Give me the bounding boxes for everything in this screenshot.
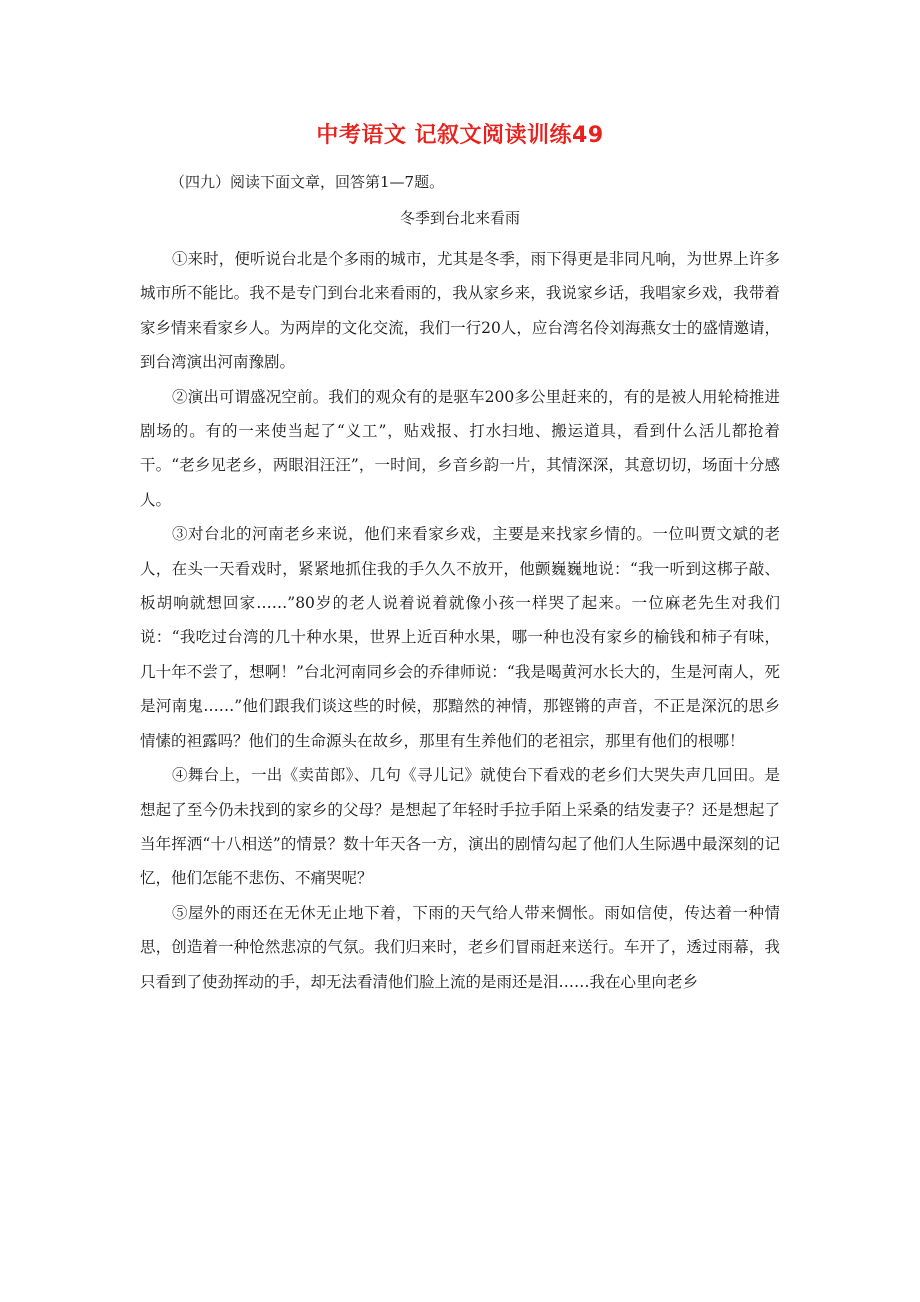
paragraph-4: ④舞台上，一出《卖苗郎》、几句《寻儿记》就使台下看戏的老乡们大哭失声几回田。是想起了至今仍未找到的家乡的父母？是想起了年轻时手拉手陌上采桑的结发妻子？还是想起了当年挥洒“十八相送”的情景？数十年天各一方，演出的剧情勾起了他们人生际遇中最深刻的记忆，他们怎能不悲伤、不痛哭呢？ [140,766,780,888]
document-title: 中考语文 记叙文阅读训练49 [316,123,604,148]
paragraph-2: ②演出可谓盛况空前。我们的观众有的是驱车200多公里赶来的，有的是被人用轮椅推进剧场的。有的一来使当起了“义工”，贴戏报、打水扫地、搬运道具，看到什么活儿都抢着干。“老乡见老乡，两眼泪汪汪”，一时间，乡音乡韵一片，其情深深，其意切切，场面十分感人。 [140,387,780,509]
article-title: 冬季到台北来看雨 [399,209,520,227]
article-body [140,242,780,999]
question-intro: （四九）阅读下面文章，回答第1—7题。 [170,173,445,191]
paragraph-3: ③对台北的河南老乡来说，他们来看家乡戏，主要是来找家乡情的。一位叫贾文斌的老人，在头一天看戏时，紧紧地抓住我的手久久不放开，他颤巍巍地说：“我一听到这梆子敲、板胡响就想回家……”80岁的老人说着说着就像小孩一样哭了起来。一位麻老先生对我们说：“我吃过台湾的几十种水果，世界上近百种水果，哪一种也没有家乡的榆钱和柿子有味，几十年不尝了，想啊！”台北河南同乡会的乔律师说：“我是喝黄河水长大的，生是河南人，死是河南鬼……”他们跟我们谈这些的时候，那黯然的神情，那铿锵的声音，不正是深沉的思乡情愫的袒露吗？他们的生命源头在故乡，那里有生养他们的老祖宗，那里有他们的根哪！ [140,525,780,750]
paragraph-5: ⑤屋外的雨还在无休无止地下着，下雨的天气给人带来惆怅。雨如信使，传达着一种情思，创造着一种怆然悲凉的气氛。我们归来时，老乡们冒雨赶来送行。车开了，透过雨幕，我只看到了使劲挥动的手，却无法看清他们脸上流的是雨还是泪……我在心里向老乡 [140,903,780,991]
paragraph-1: ①来时，便听说台北是个多雨的城市，尤其是冬季，雨下得更是非同凡响，为世界上许多城市所不能比。我不是专门到台北来看雨的，我从家乡来，我说家乡话，我唱家乡戏，我带着家乡情来看家乡人。为两岸的文化交流，我们一行20人，应台湾名伶刘海燕女士的盛情邀请，到台湾演出河南豫剧。 [140,250,780,372]
